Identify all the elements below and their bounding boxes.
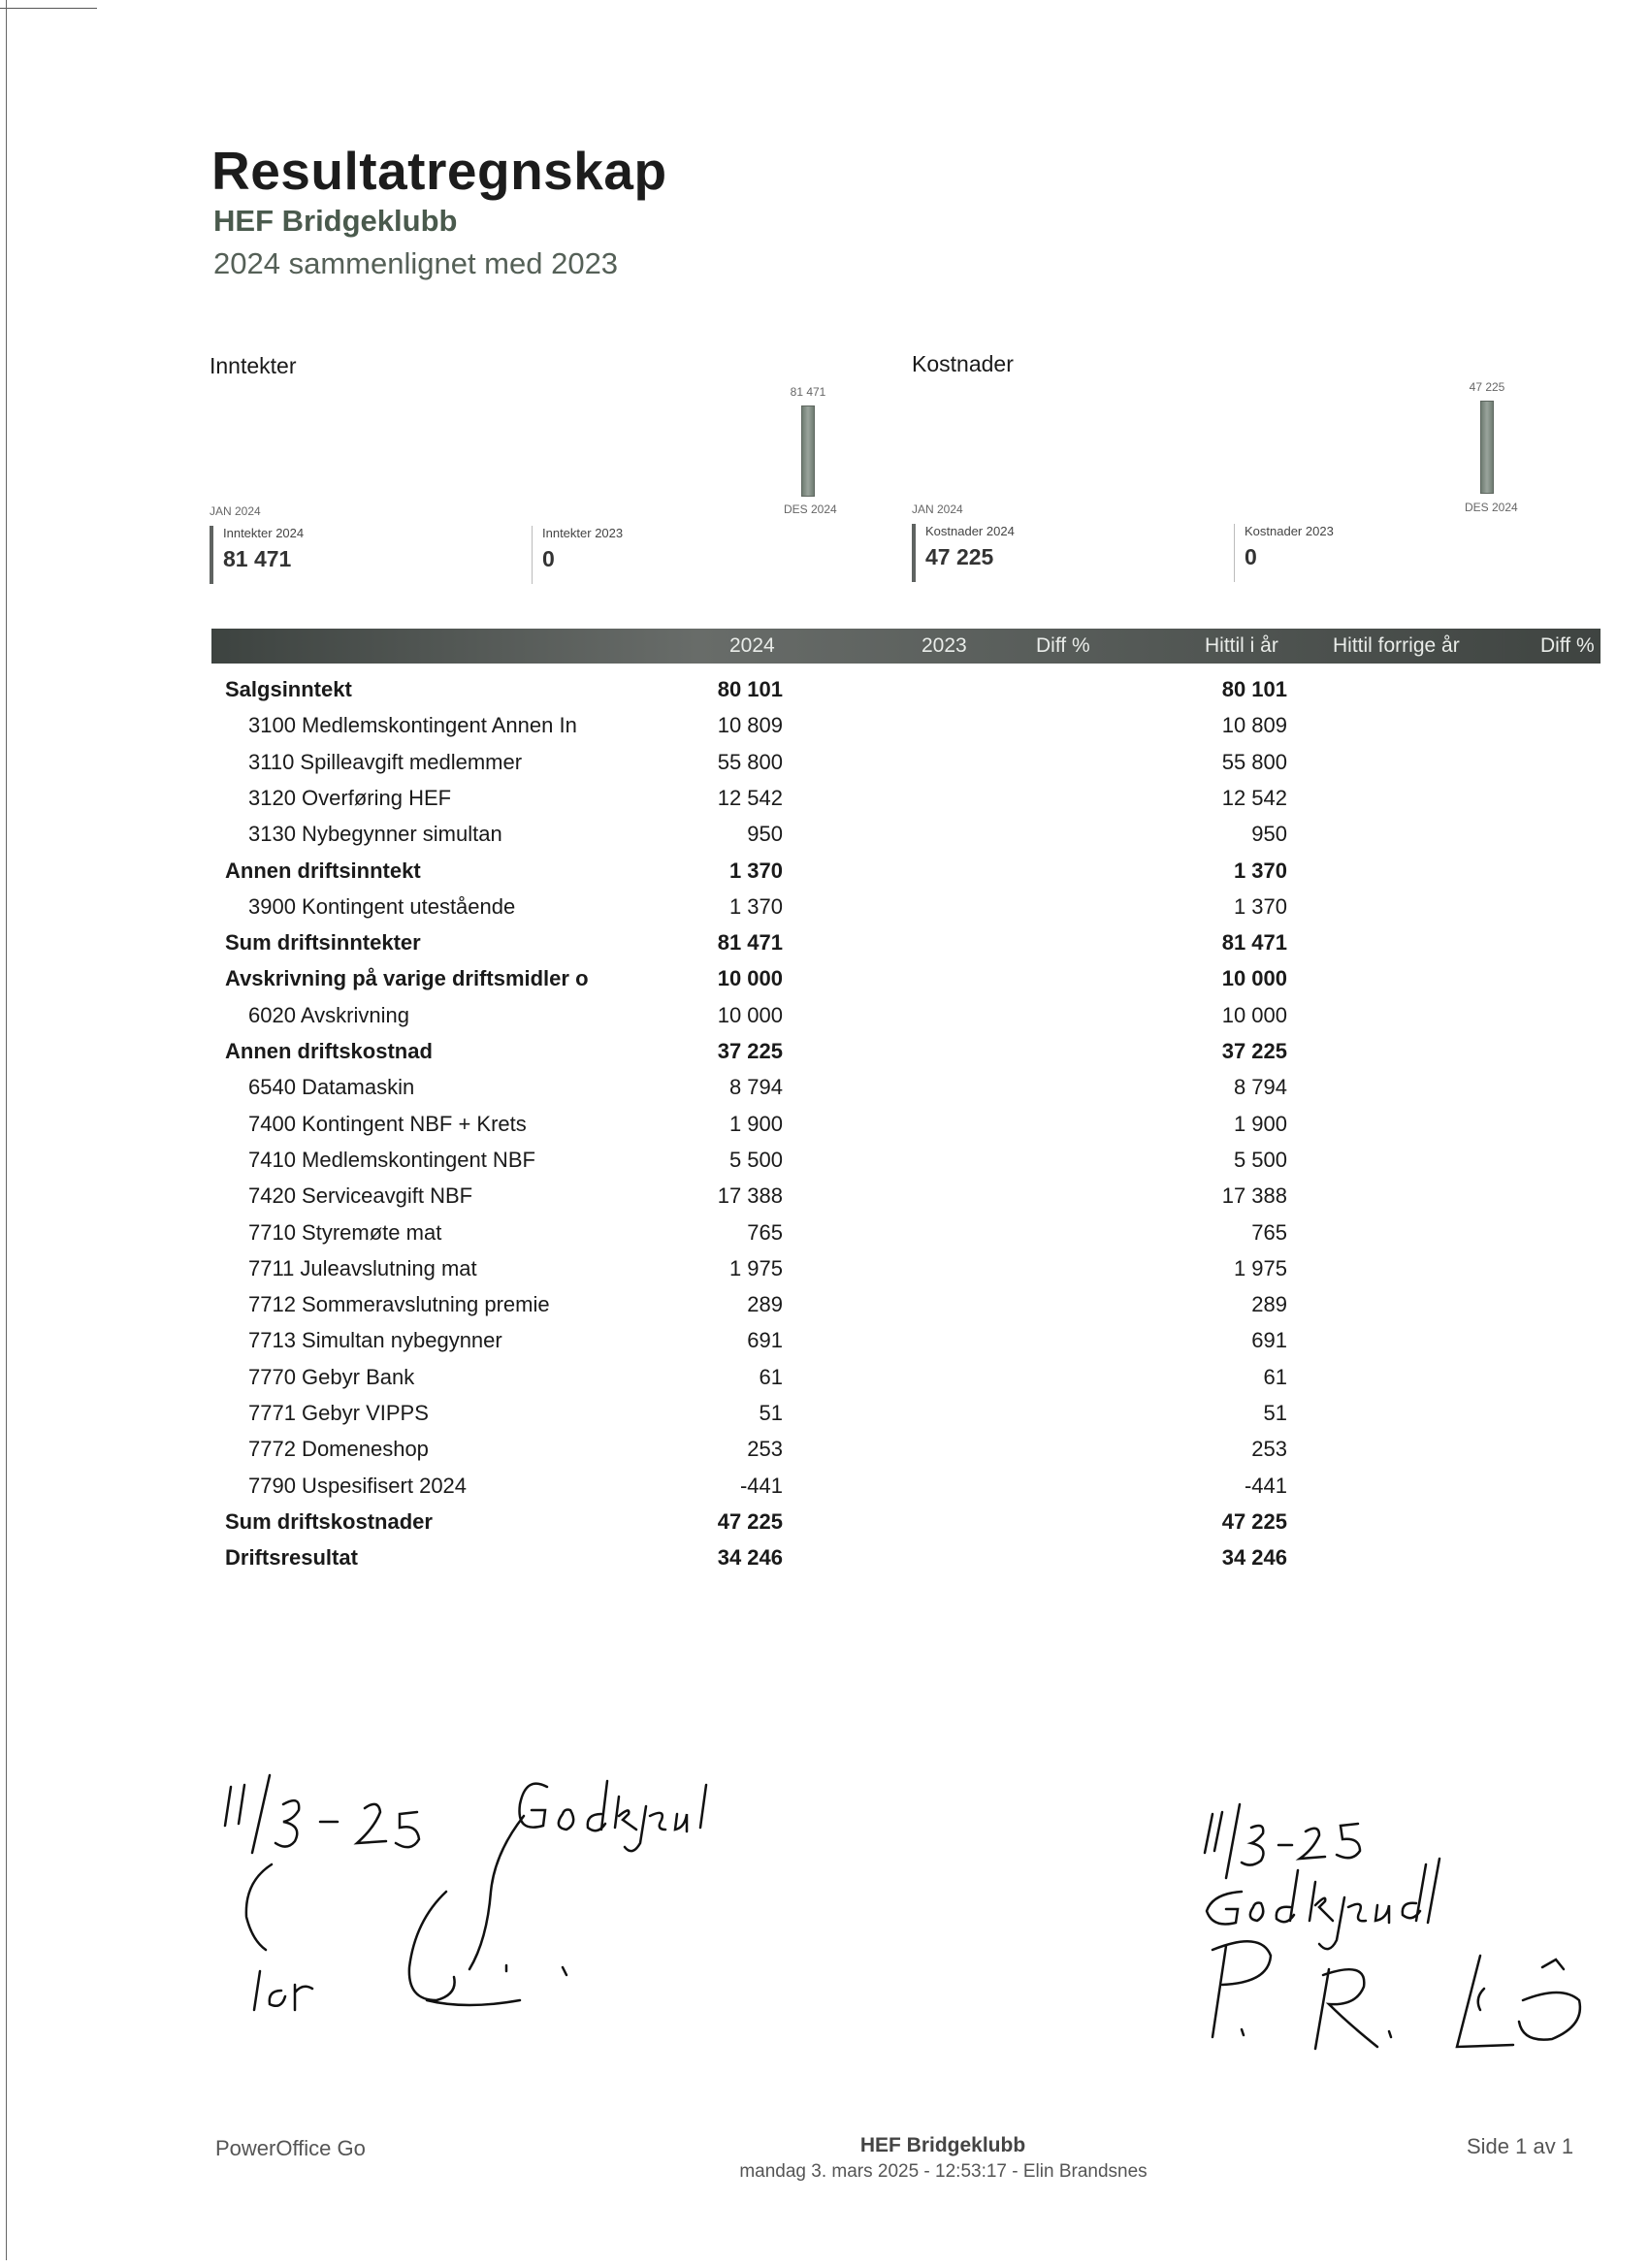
row-value-ytd: 765 bbox=[1251, 1219, 1287, 1245]
income-axis-start: JAN 2024 bbox=[210, 504, 261, 518]
row-value-ytd: 10 809 bbox=[1221, 713, 1287, 738]
table-row bbox=[0, 1286, 1649, 1322]
income-kpi-current bbox=[210, 526, 304, 584]
table-row bbox=[0, 1215, 1649, 1250]
income-kpi-current-value: 81 471 bbox=[223, 546, 292, 571]
table-row bbox=[0, 1395, 1649, 1431]
cost-chart-title: Kostnader bbox=[912, 351, 1014, 376]
row-value-2024: 8 794 bbox=[728, 1075, 783, 1100]
row-value-ytd: 691 bbox=[1251, 1328, 1287, 1353]
row-value-ytd: 5 500 bbox=[1233, 1147, 1287, 1172]
row-label: 7410 Medlemskontingent NBF bbox=[248, 1147, 535, 1172]
row-label: Annen driftskostnad bbox=[225, 1039, 433, 1063]
row-value-ytd: 1 370 bbox=[1233, 858, 1287, 883]
cost-bar bbox=[1480, 401, 1494, 494]
table-row bbox=[0, 997, 1649, 1033]
row-value-2024: 1 370 bbox=[728, 893, 783, 919]
row-label: Annen driftsinntekt bbox=[225, 858, 421, 883]
row-label: Salgsinntekt bbox=[225, 677, 352, 701]
footer-generated: mandag 3. mars 2025 - 12:53:17 - Elin Brandsnes bbox=[739, 2161, 1148, 2182]
row-value-ytd: 289 bbox=[1251, 1292, 1287, 1317]
cost-kpi-current-label: Kostnader 2024 bbox=[925, 524, 1015, 538]
row-value-2024: 765 bbox=[747, 1219, 783, 1245]
row-value-2024: 47 225 bbox=[717, 1508, 783, 1534]
row-value-2024: 10 000 bbox=[717, 966, 783, 991]
row-label: 6020 Avskrivning bbox=[248, 1002, 409, 1027]
table-row bbox=[0, 960, 1649, 996]
table-row bbox=[0, 853, 1649, 889]
row-value-2024: 253 bbox=[747, 1437, 783, 1462]
report-period: 2024 sammenlignet med 2023 bbox=[213, 246, 619, 280]
signature-right bbox=[1145, 1785, 1630, 2105]
row-value-ytd: 34 246 bbox=[1221, 1545, 1287, 1571]
table-row bbox=[0, 1069, 1649, 1105]
cost-kpi-prev-label: Kostnader 2023 bbox=[1245, 524, 1334, 538]
header-2024: 2024 bbox=[729, 634, 775, 657]
row-value-ytd: 17 388 bbox=[1221, 1183, 1287, 1209]
row-value-ytd: 12 542 bbox=[1221, 785, 1287, 810]
row-value-2024: 1 900 bbox=[728, 1111, 783, 1136]
row-value-2024: 55 800 bbox=[717, 749, 783, 774]
row-value-ytd: 51 bbox=[1263, 1401, 1287, 1425]
footer-company: HEF Bridgeklubb bbox=[859, 2134, 1026, 2156]
table-row bbox=[0, 1178, 1649, 1214]
row-label: 7711 Juleavslutning mat bbox=[248, 1255, 477, 1280]
row-value-2024: 950 bbox=[747, 822, 783, 847]
table-row bbox=[0, 816, 1649, 852]
table-row bbox=[0, 1033, 1649, 1069]
cost-kpi-current bbox=[912, 524, 1015, 582]
income-bar-value: 81 471 bbox=[790, 385, 826, 399]
row-label: 3120 Overføring HEF bbox=[248, 785, 452, 810]
row-label: 7770 Gebyr Bank bbox=[248, 1364, 415, 1389]
row-label: Driftsresultat bbox=[225, 1545, 358, 1571]
row-value-ytd: 61 bbox=[1263, 1364, 1287, 1389]
report-title: Resultatregnskap bbox=[211, 141, 667, 201]
table-row bbox=[0, 1539, 1649, 1575]
row-value-2024: 10 000 bbox=[717, 1002, 783, 1027]
row-value-2024: 691 bbox=[747, 1328, 783, 1353]
row-value-ytd: 1 370 bbox=[1233, 893, 1287, 919]
row-label: 7790 Uspesifisert 2024 bbox=[248, 1473, 468, 1498]
cost-kpi-prev bbox=[1234, 524, 1334, 582]
table-row bbox=[0, 889, 1649, 924]
income-kpi-current-label: Inntekter 2024 bbox=[223, 526, 305, 540]
signature-left bbox=[194, 1746, 892, 2037]
row-value-ytd: 1 900 bbox=[1233, 1111, 1287, 1136]
table-row bbox=[0, 1106, 1649, 1142]
scan-edge-top bbox=[0, 8, 97, 9]
row-label: Avskrivning på varige driftsmidler o bbox=[225, 966, 589, 991]
row-value-2024: 37 225 bbox=[717, 1039, 783, 1063]
row-label: 3900 Kontingent utestående bbox=[248, 893, 516, 919]
row-label: 7420 Serviceavgift NBF bbox=[248, 1183, 473, 1209]
row-value-2024: 10 809 bbox=[717, 713, 783, 738]
cost-kpi-current-value: 47 225 bbox=[925, 544, 994, 569]
table-row bbox=[0, 1322, 1649, 1358]
row-value-ytd: 55 800 bbox=[1221, 749, 1287, 774]
header-ytd-prev: Hittil forrige år bbox=[1333, 634, 1460, 657]
row-value-ytd: 253 bbox=[1251, 1437, 1287, 1462]
row-value-2024: 12 542 bbox=[717, 785, 783, 810]
table-header bbox=[211, 629, 1600, 664]
row-value-2024: 81 471 bbox=[717, 930, 783, 956]
row-label: 3130 Nybegynner simultan bbox=[248, 822, 502, 847]
row-value-ytd: 47 225 bbox=[1221, 1508, 1287, 1534]
header-ytd: Hittil i år bbox=[1205, 634, 1278, 657]
row-value-2024: 1 370 bbox=[728, 858, 783, 883]
row-label: 6540 Datamaskin bbox=[248, 1075, 415, 1100]
row-label: 3100 Medlemskontingent Annen In bbox=[248, 713, 577, 738]
income-kpi-prev bbox=[532, 526, 623, 584]
row-value-ytd: 10 000 bbox=[1221, 1002, 1287, 1027]
row-value-2024: -441 bbox=[739, 1473, 783, 1498]
table-row bbox=[0, 780, 1649, 816]
row-value-ytd: 8 794 bbox=[1233, 1075, 1287, 1100]
row-value-2024: 51 bbox=[759, 1401, 783, 1425]
table-row bbox=[0, 744, 1649, 780]
row-label: Sum driftskostnader bbox=[225, 1508, 433, 1534]
row-value-2024: 289 bbox=[747, 1292, 783, 1317]
table-row bbox=[0, 1142, 1649, 1178]
table-row bbox=[0, 1250, 1649, 1286]
header-2023: 2023 bbox=[922, 634, 967, 657]
row-label: 3110 Spilleavgift medlemmer bbox=[248, 749, 523, 774]
row-value-ytd: 950 bbox=[1251, 822, 1287, 847]
income-chart-title: Inntekter bbox=[210, 353, 297, 378]
row-value-ytd: 10 000 bbox=[1221, 966, 1287, 991]
row-value-2024: 61 bbox=[759, 1364, 783, 1389]
row-label: 7772 Domeneshop bbox=[248, 1437, 429, 1462]
row-label: 7771 Gebyr VIPPS bbox=[248, 1401, 429, 1425]
row-value-2024: 80 101 bbox=[717, 677, 783, 701]
row-label: Sum driftsinntekter bbox=[225, 930, 421, 956]
header-diff-ytd: Diff % bbox=[1540, 634, 1595, 657]
row-value-ytd: 1 975 bbox=[1233, 1255, 1287, 1280]
row-value-ytd: 37 225 bbox=[1221, 1039, 1287, 1063]
cost-axis-end: DES 2024 bbox=[1465, 501, 1518, 514]
income-bar bbox=[801, 405, 815, 497]
footer-software: PowerOffice Go bbox=[215, 2136, 366, 2160]
cost-bar-value: 47 225 bbox=[1469, 380, 1505, 394]
header-diff: Diff % bbox=[1036, 634, 1090, 657]
cost-axis-start: JAN 2024 bbox=[912, 502, 963, 516]
table-row bbox=[0, 707, 1649, 743]
table-row bbox=[0, 671, 1649, 707]
row-value-2024: 1 975 bbox=[728, 1255, 783, 1280]
table-row bbox=[0, 924, 1649, 960]
row-value-2024: 34 246 bbox=[717, 1545, 783, 1571]
cost-kpi-prev-value: 0 bbox=[1245, 544, 1257, 569]
table-row bbox=[0, 1359, 1649, 1395]
row-value-ytd: -441 bbox=[1244, 1473, 1287, 1498]
row-value-2024: 5 500 bbox=[728, 1147, 783, 1172]
company-name: HEF Bridgeklubb bbox=[213, 204, 458, 238]
row-value-ytd: 80 101 bbox=[1221, 677, 1287, 701]
table-row bbox=[0, 1468, 1649, 1504]
footer-page: Side 1 av 1 bbox=[1467, 2134, 1574, 2158]
income-axis-end: DES 2024 bbox=[784, 502, 837, 516]
row-value-ytd: 81 471 bbox=[1221, 930, 1287, 956]
row-label: 7713 Simultan nybegynner bbox=[248, 1328, 502, 1353]
row-label: 7400 Kontingent NBF + Krets bbox=[248, 1111, 527, 1136]
row-label: 7712 Sommeravslutning premie bbox=[248, 1292, 550, 1317]
income-kpi-prev-value: 0 bbox=[542, 546, 555, 571]
table-row bbox=[0, 1504, 1649, 1539]
row-label: 7710 Styremøte mat bbox=[248, 1219, 442, 1245]
table-row bbox=[0, 1431, 1649, 1467]
row-value-2024: 17 388 bbox=[717, 1183, 783, 1209]
income-kpi-prev-label: Inntekter 2023 bbox=[542, 526, 624, 540]
